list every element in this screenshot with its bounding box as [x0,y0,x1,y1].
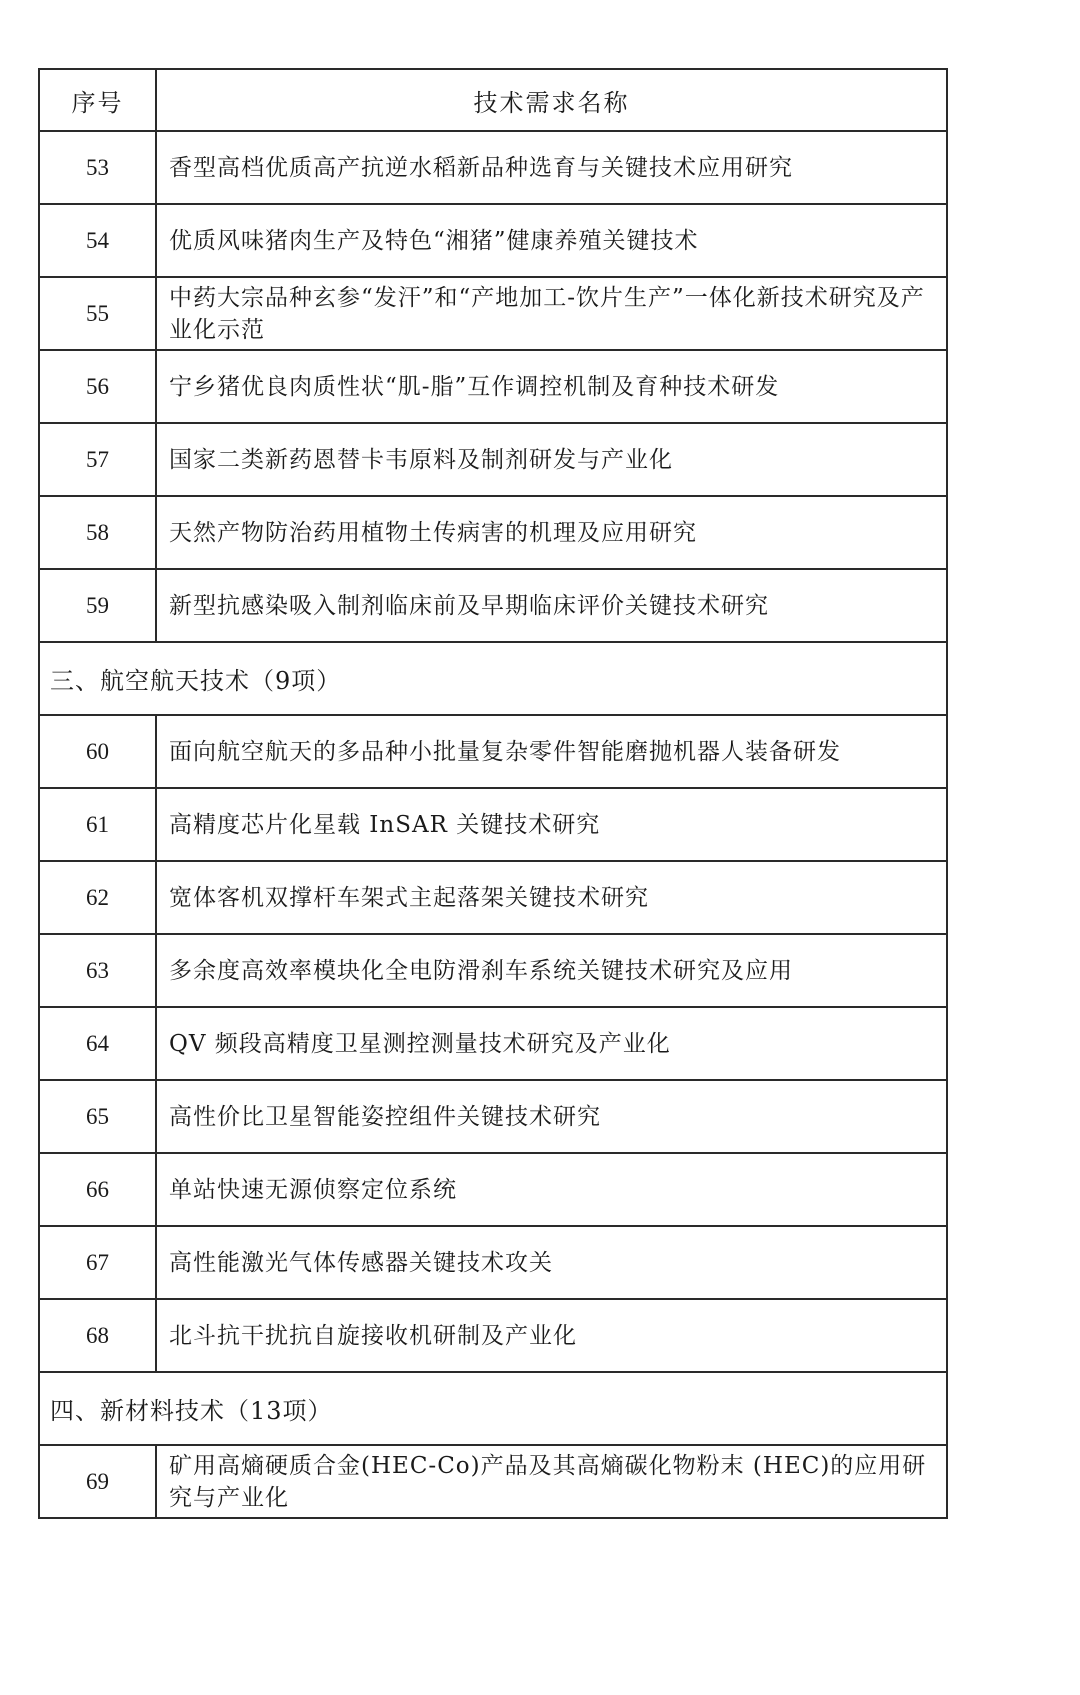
table-row [39,350,947,423]
table-row [39,1080,947,1153]
row-name: 新型抗感染吸入制剂临床前及早期临床评价关键技术研究 [156,569,947,642]
row-number: 67 [39,1226,156,1299]
section-heading-new-materials: 四、新材料技术（13项） [39,1372,947,1445]
row-name: 高性价比卫星智能姿控组件关键技术研究 [156,1080,947,1153]
row-name: 宁乡猪优良肉质性状“肌-脂”互作调控机制及育种技术研发 [156,350,947,423]
table-row [39,1153,947,1226]
row-name: 面向航空航天的多品种小批量复杂零件智能磨抛机器人装备研发 [156,715,947,788]
row-name: 优质风味猪肉生产及特色“湘猪”健康养殖关键技术 [156,204,947,277]
row-number: 59 [39,569,156,642]
table-row [39,1226,947,1299]
row-number: 68 [39,1299,156,1372]
table-row [39,788,947,861]
row-name: 高性能激光气体传感器关键技术攻关 [156,1226,947,1299]
row-number: 66 [39,1153,156,1226]
row-name: 单站快速无源侦察定位系统 [156,1153,947,1226]
row-name: 北斗抗干扰抗自旋接收机研制及产业化 [156,1299,947,1372]
table-row [39,861,947,934]
row-number: 61 [39,788,156,861]
table-row [39,496,947,569]
table-row [39,277,947,350]
row-number: 53 [39,131,156,204]
row-number: 60 [39,715,156,788]
row-name: 矿用高熵硬质合金(HEC-Co)产品及其高熵碳化物粉末 (HEC)的应用研究与产业化 [156,1445,947,1518]
row-number: 62 [39,861,156,934]
header-name: 技术需求名称 [156,69,947,131]
row-number: 58 [39,496,156,569]
row-number: 69 [39,1445,156,1518]
table-row [39,934,947,1007]
row-number: 65 [39,1080,156,1153]
row-number: 54 [39,204,156,277]
row-name: 多余度高效率模块化全电防滑刹车系统关键技术研究及应用 [156,934,947,1007]
row-name: 国家二类新药恩替卡韦原料及制剂研发与产业化 [156,423,947,496]
table-row [39,1299,947,1372]
technology-demand-table [38,68,948,1519]
table-row [39,715,947,788]
row-number: 55 [39,277,156,350]
header-number: 序号 [39,69,156,131]
row-name: 高精度芯片化星载 InSAR 关键技术研究 [156,788,947,861]
table-row [39,1445,947,1518]
row-name: 宽体客机双撑杆车架式主起落架关键技术研究 [156,861,947,934]
row-name: 天然产物防治药用植物土传病害的机理及应用研究 [156,496,947,569]
section-heading-aerospace: 三、航空航天技术（9项） [39,642,947,715]
table-row [39,569,947,642]
table-row [39,131,947,204]
row-number: 57 [39,423,156,496]
row-name: 中药大宗品种玄参“发汗”和“产地加工-饮片生产”一体化新技术研究及产业化示范 [156,277,947,350]
table-row [39,423,947,496]
section-heading-row [39,1372,947,1445]
section-heading-row [39,642,947,715]
table-row [39,204,947,277]
table-row [39,1007,947,1080]
table-header-row [39,69,947,131]
row-number: 64 [39,1007,156,1080]
row-name: QV 频段高精度卫星测控测量技术研究及产业化 [156,1007,947,1080]
row-number: 63 [39,934,156,1007]
row-number: 56 [39,350,156,423]
row-name: 香型高档优质高产抗逆水稻新品种选育与关键技术应用研究 [156,131,947,204]
